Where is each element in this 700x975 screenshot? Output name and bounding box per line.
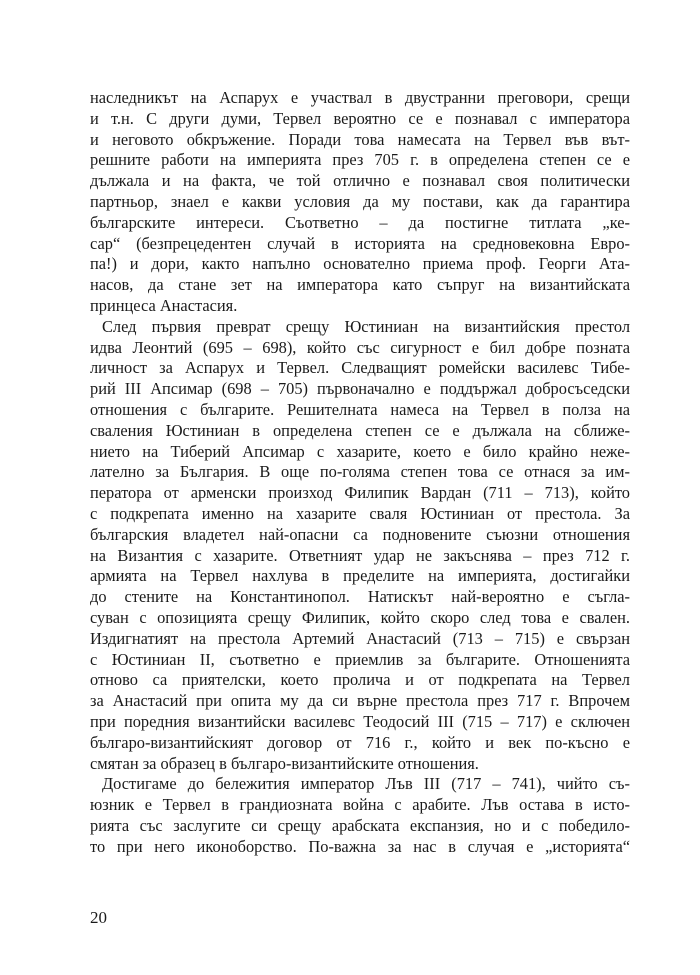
text-line: личност за Аспарух и Тервел. Следващият ромейски василевс Тибе- — [90, 358, 630, 378]
text-line: идва Леонтий (695 – 698), който със сигурност е бил добре позната — [90, 337, 630, 357]
text-line: българските интереси. Съответно – да постигне титлата „ке- — [90, 212, 630, 232]
text-line: принцеса Анастасия. — [90, 295, 238, 315]
text-line: сар“ (безпрецедентен случай в историята на средновековна Евро- — [90, 233, 630, 253]
text-line: суван с опозицията срещу Филипик, който скоро след това е свален. — [90, 607, 630, 627]
text-line: ператора от арменски произход Филипик Вардан (711 – 713), който — [90, 483, 630, 503]
text-line: на Византия с хазарите. Ответният удар не закъснява – през 712 г. — [90, 545, 630, 565]
text-line: юзник е Тервел в грандиозната война с арабите. Лъв остава в исто- — [90, 795, 630, 815]
text-line: рий III Апсимар (698 – 705) първоначално е поддържал добросъседски — [90, 379, 630, 399]
text-line: и неговото обкръжение. Поради това намесата на Тервел във вът- — [90, 129, 630, 149]
text-line: дължала и на факта, че той отлично е познавал своя политически — [90, 171, 630, 191]
text-line: лателно за България. В още по-голяма степен това се отнася за им- — [90, 462, 630, 482]
text-line: за Анастасий при опита му да си върне престола през 717 г. Впрочем — [90, 691, 630, 711]
text-line: българския владетел най-опасни са подновените съюзни отношения — [90, 524, 630, 544]
text-line: сваления Юстиниан в определена степен се е дължала на сближе- — [90, 420, 630, 440]
text-line: при поредния византийски василевс Теодосий III (715 – 717) е сключен — [90, 711, 630, 731]
text-line: армията на Тервел нахлува в пределите на империята, достигайки — [90, 566, 630, 586]
body-text — [90, 88, 630, 857]
text-line: българо-византийският договор от 716 г., който и век по-късно е — [90, 732, 630, 752]
text-line: наследникът на Аспарух е участвал в двустранни преговори, срещи — [90, 88, 630, 107]
text-line: и т.н. С други думи, Тервел вероятно се е познавал с императора — [90, 108, 630, 128]
text-line: решните работи на империята през 705 г. в определена степен се е — [90, 150, 630, 170]
text-line: с подкрепата именно на хазарите сваля Юстиниан от престола. За — [90, 503, 630, 523]
text-line: След първия преврат срещу Юстиниан на византийския престол — [102, 316, 630, 336]
text-line: рията със заслугите си срещу арабската експанзия, но и с победило- — [90, 815, 630, 835]
text-line: отношения с българите. Решителната намеса на Тервел в полза на — [90, 399, 630, 419]
text-line: смятан за образец в българо-византийските отношения. — [90, 753, 479, 773]
text-line: насов, да стане зет на императора като съпруг на византийската — [90, 275, 630, 295]
text-line: партньор, знаел е какви условия да му постави, как да гарантира — [90, 191, 630, 211]
text-line: до стените на Константинопол. Натискът най-вероятно е съгла- — [90, 587, 630, 607]
text-line: Издигнатият на престола Артемий Анастасий (713 – 715) е свързан — [90, 628, 630, 648]
text-line: отново са приятелски, което пролича и от подкрепата на Тервел — [90, 670, 630, 690]
text-line: Достигаме до бележития император Лъв III (717 – 741), чийто съ- — [102, 774, 630, 794]
text-line: то при него иконоборство. По-важна за нас в случая е „историята“ — [90, 836, 630, 856]
text-line: па!) и дори, както напълно основателно приема проф. Георги Ата- — [90, 254, 630, 274]
text-line: нието на Тиберий Апсимар с хазарите, което е било крайно неже- — [90, 441, 630, 461]
page-number: 20 — [90, 908, 107, 927]
text-line: с Юстиниан II, съответно е приемлив за българите. Отношенията — [90, 649, 630, 669]
